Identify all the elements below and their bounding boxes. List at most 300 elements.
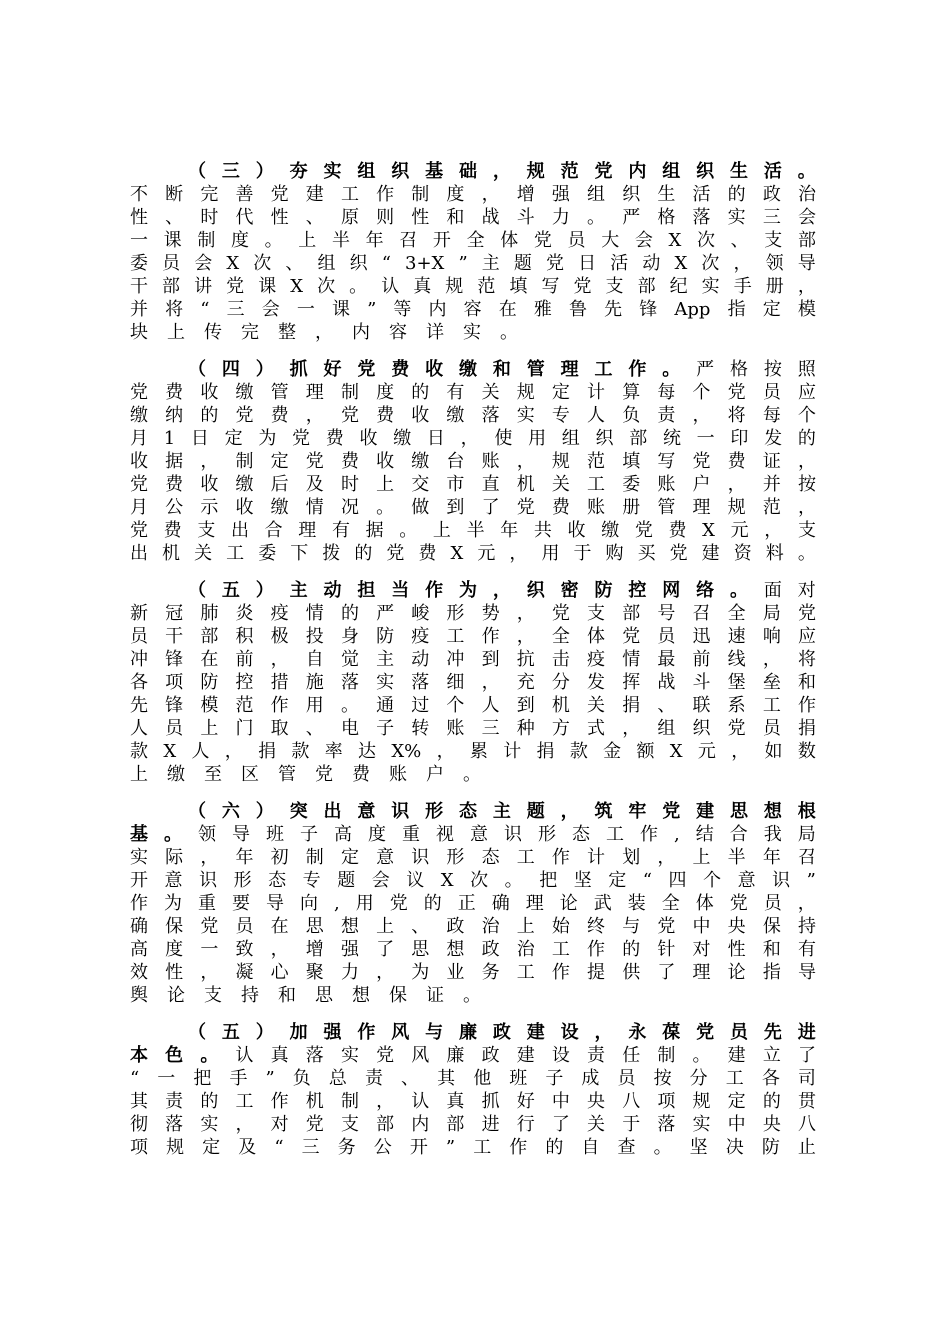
body-glyph: 理 [298,520,317,541]
body-glyph: 三 [301,1137,320,1158]
body-glyph: 册 [765,276,784,297]
body-glyph: 识 [504,824,522,845]
body-glyph: 终 [587,916,606,937]
body-glyph: 费 [727,451,746,472]
body-glyph: 款 [569,741,588,762]
heading-glyph: 组 [662,161,681,182]
body-glyph: 局 [797,824,816,845]
heading-glyph: 生 [730,161,748,182]
body-glyph: 缴 [446,405,465,426]
body-glyph: 到 [446,497,465,518]
body-glyph: 。 [349,276,368,297]
body-glyph: 管 [278,764,296,785]
body-glyph: 自 [581,1137,600,1158]
body-glyph: ， [657,847,676,868]
heading-glyph: 织 [526,580,545,601]
heading-glyph: 当 [391,580,410,601]
body-glyph: 战 [481,207,500,228]
body-glyph: 度 [230,230,249,251]
heading-glyph: 党 [696,1022,715,1043]
body-glyph: ， [376,962,395,983]
body-glyph: 重 [402,824,420,845]
body-glyph: 炎 [235,603,254,624]
body-glyph: 识 [772,870,791,891]
body-glyph: ， [622,718,641,739]
body-glyph: 照 [797,359,816,380]
body-glyph: 善 [235,184,254,205]
heading-glyph: 收 [425,359,444,380]
heading-glyph: 党 [662,801,681,822]
heading-glyph: 实 [323,161,342,182]
body-glyph: 保 [762,916,781,937]
body-glyph: 作 [640,824,658,845]
body-glyph: 按 [653,1068,672,1089]
body-glyph: 组 [587,184,606,205]
body-glyph: 党 [634,520,653,541]
body-glyph: 人 [191,741,210,762]
heading-glyph: 筑 [594,801,613,822]
body-glyph: 党 [340,405,359,426]
body-glyph: 力 [551,207,570,228]
body-glyph: ， [762,649,781,670]
body-glyph: 年 [365,230,384,251]
body-glyph: 员 [567,230,586,251]
body-glyph: 制 [340,382,359,403]
body-glyph: 门 [235,718,254,739]
body-glyph: 手 [733,276,752,297]
heading-glyph: 风 [391,1022,410,1043]
body-glyph: 论 [727,962,746,983]
body-glyph: 部 [622,603,641,624]
body-glyph: 式 [587,718,606,739]
heading-glyph: 态 [459,801,477,822]
body-glyph: 建 [727,1045,746,1066]
body-glyph: 部 [200,626,219,647]
body-glyph: 在 [200,649,219,670]
body-glyph: 、 [411,916,430,937]
body-glyph: 人 [130,718,148,739]
body-glyph: 持 [241,985,259,1006]
body-glyph: 缴 [167,764,185,785]
body-glyph: 模 [797,299,816,320]
body-glyph: 支 [204,985,222,1006]
body-glyph: ， [315,322,333,343]
body-glyph: 课 [331,299,350,320]
heading-glyph: 。 [164,824,182,845]
body-glyph: 于 [573,543,592,564]
body-glyph: 党 [130,520,148,541]
body-glyph: 电 [340,718,359,739]
body-glyph: 态 [268,870,287,891]
body-glyph: 为 [411,962,430,983]
body-glyph: 委 [258,543,277,564]
body-glyph: “ [381,253,391,274]
heading-glyph: 加 [289,1022,308,1043]
body-glyph: 定 [762,299,781,320]
body-glyph: 查 [617,1137,636,1158]
body-glyph: 真 [446,1091,465,1112]
heading-glyph: ， [492,161,511,182]
heading-glyph: ） [255,359,274,380]
body-glyph: 防 [761,1137,780,1158]
heading-glyph: （ [188,1022,206,1043]
body-glyph: 将 [727,405,746,426]
heading-glyph: ， [492,580,511,601]
body-glyph: 子 [545,1068,564,1089]
body-glyph: 公 [373,1137,392,1158]
body-glyph: 作 [797,695,816,716]
body-glyph: 党 [657,916,676,937]
body-glyph: 度 [368,824,386,845]
body-glyph: 日 [578,253,597,274]
body-glyph: 冲 [446,649,465,670]
body-glyph: 至 [204,764,222,785]
body-glyph: 的 [727,184,746,205]
heading-glyph: 和 [492,359,511,380]
text-line [130,381,816,404]
body-glyph: 应 [797,626,816,647]
body-glyph: 上 [200,718,219,739]
body-glyph: 决 [725,1137,744,1158]
body-glyph: 作 [509,1137,528,1158]
text-line [130,542,816,565]
body-glyph: 捐 [536,741,555,762]
body-glyph: 堡 [727,672,746,693]
body-glyph: 工 [340,184,359,205]
body-glyph: 的 [200,405,219,426]
body-glyph: 党 [235,405,254,426]
body-glyph: 。 [500,322,518,343]
body-glyph: 费 [270,405,289,426]
body-glyph: 交 [411,474,430,495]
body-glyph: 斗 [516,207,535,228]
body-glyph: 三 [762,207,781,228]
body-glyph: 员 [762,382,781,403]
body-glyph: 和 [762,939,781,960]
body-glyph: 规 [516,382,535,403]
text-line [130,183,816,206]
body-glyph: 其 [130,1091,148,1112]
body-glyph: 意 [164,870,183,891]
body-glyph: 锋 [165,649,184,670]
body-glyph: 定 [608,870,627,891]
body-glyph: 在 [498,299,517,320]
body-glyph: 费 [163,520,182,541]
body-glyph: 费 [352,764,370,785]
body-glyph: “ [130,1068,140,1089]
text-line [130,229,816,252]
body-glyph: 实 [340,1045,359,1066]
body-glyph: 购 [605,543,624,564]
body-glyph: 工 [725,1068,744,1089]
body-glyph: 严 [622,207,641,228]
body-glyph: 心 [270,962,289,983]
body-glyph: 对 [692,939,711,960]
body-glyph: 资 [733,543,752,564]
heading-glyph: 主 [289,580,308,601]
heading-glyph: 织 [391,161,410,182]
heading-glyph: 主 [492,801,511,822]
body-glyph: 细 [446,672,465,693]
body-glyph: 直 [481,474,500,495]
heading-glyph: 形 [425,801,444,822]
body-glyph: 的 [200,1091,219,1112]
heading-glyph: ） [255,580,274,601]
heading-glyph: 管 [526,359,545,380]
body-glyph: ， [797,893,816,914]
body-glyph: 理 [692,497,711,518]
body-glyph: 自 [305,649,324,670]
body-glyph: 内 [352,322,370,343]
body-glyph: 落 [340,672,359,693]
body-glyph: 一 [200,939,219,960]
body-glyph: 户 [426,764,444,785]
heading-glyph: 政 [492,1022,511,1043]
body-glyph: 保 [165,916,184,937]
body-glyph: 有 [331,520,350,541]
body-glyph: 情 [305,497,324,518]
body-glyph: ， [516,603,535,624]
body-glyph: 制 [197,230,216,251]
body-glyph: 重 [198,893,216,914]
body-glyph: 上 [432,520,451,541]
body-glyph: 个 [703,870,722,891]
body-glyph: 全 [727,603,746,624]
body-glyph: 并 [130,299,148,320]
body-glyph: 工 [446,626,465,647]
body-glyph: 前 [235,649,254,670]
body-glyph: 要 [232,893,250,914]
body-glyph: 聚 [305,962,324,983]
body-glyph: 落 [411,672,430,693]
body-glyph: 上 [130,764,148,785]
body-glyph: 党 [130,474,148,495]
body-glyph: 定 [727,1091,746,1112]
body-glyph: 定 [270,451,289,472]
body-glyph: 势 [481,603,500,624]
body-glyph: 部 [162,276,181,297]
body-glyph: 舆 [130,985,148,1006]
body-glyph: 提 [587,962,606,983]
body-glyph: 党 [797,603,816,624]
body-glyph: 党 [389,893,408,914]
body-glyph: 每 [657,382,676,403]
body-glyph: 项 [130,1137,148,1158]
heading-glyph: ） [255,1022,274,1043]
body-glyph: 规 [551,451,570,472]
body-glyph: 的 [797,428,816,449]
body-glyph: 年 [500,520,519,541]
body-glyph: 捐 [797,718,816,739]
body-glyph: 治 [481,916,500,937]
heading-glyph: 范 [560,161,579,182]
body-glyph: 实 [727,207,746,228]
heading-glyph: 根 [797,801,816,822]
body-glyph: 写 [541,276,560,297]
body-glyph: 员 [130,626,148,647]
body-glyph: 缴 [411,451,430,472]
heading-glyph: 防 [594,580,613,601]
heading-glyph: （ [188,359,206,380]
body-glyph: 业 [446,962,465,983]
body-glyph: 人 [481,695,500,716]
body-glyph: 课 [258,276,277,297]
body-glyph: 央 [727,916,746,937]
body-glyph: ， [235,1114,254,1135]
body-glyph: 费 [668,520,687,541]
body-glyph: 了 [797,1045,816,1066]
body-glyph: ， [376,1091,395,1112]
body-glyph: 全 [551,626,570,647]
body-glyph: 和 [797,672,816,693]
body-glyph: 据 [165,451,184,472]
body-glyph: 疫 [587,649,606,670]
body-glyph: ， [692,405,711,426]
body-glyph: 视 [436,824,454,845]
body-glyph: 项 [165,672,184,693]
body-glyph: 。 [376,497,395,518]
body-glyph: 使 [494,428,513,449]
body-glyph: 用 [528,428,547,449]
body-glyph: 代 [235,207,254,228]
body-glyph: 范 [235,695,254,716]
body-glyph: 动 [411,649,430,670]
body-glyph: 捐 [258,741,277,762]
body-glyph: 性 [130,207,148,228]
body-glyph: 将 [165,299,184,320]
body-glyph: 责 [165,1091,184,1112]
body-glyph: 断 [165,184,184,205]
body-glyph: ， [509,543,528,564]
body-glyph: 计 [587,847,606,868]
body-glyph: 坚 [689,1137,708,1158]
body-glyph: 挥 [622,672,641,693]
body-glyph: 线 [727,649,746,670]
text-line [130,450,816,473]
body-glyph: 强 [340,939,359,960]
body-glyph: 形 [233,870,252,891]
body-glyph: 工 [587,474,606,495]
heading-glyph: 党 [357,359,376,380]
body-glyph: 证 [426,985,444,1006]
body-glyph: 度 [376,382,395,403]
heading-glyph: 五 [221,1022,240,1043]
body-glyph: X [226,253,240,274]
body-glyph: 党 [727,382,746,403]
body-glyph: 始 [551,916,570,937]
heading-glyph: 控 [628,580,647,601]
body-glyph: 半 [466,520,485,541]
body-glyph: 形 [446,603,465,624]
body-glyph: 意 [376,847,395,868]
body-glyph: 认 [411,1091,430,1112]
body-glyph: 料 [765,543,784,564]
body-glyph: 的 [354,543,373,564]
body-glyph: 计 [587,382,606,403]
body-glyph: 严 [696,359,715,380]
body-glyph: 额 [636,741,655,762]
body-glyph: 度 [446,184,465,205]
text-line [130,823,816,846]
body-glyph: 开 [409,1137,428,1158]
body-glyph: 收 [130,451,148,472]
body-glyph: ， [516,626,535,647]
body-glyph: 情 [622,649,641,670]
heading-glyph: 费 [391,359,410,380]
body-glyph: 建 [701,543,720,564]
body-glyph: 题 [337,870,356,891]
body-glyph: 效 [130,962,148,983]
body-glyph: 台 [446,451,465,472]
body-glyph: 了 [657,962,676,983]
body-glyph: 供 [622,962,641,983]
body-glyph: 工 [606,824,624,845]
body-glyph: ， [731,741,750,762]
body-glyph: 冠 [165,603,184,624]
body-glyph: 疫 [411,626,430,647]
body-glyph: 费 [325,428,344,449]
body-glyph: ， [270,939,289,960]
body-glyph: 指 [727,299,746,320]
body-glyph: 一 [157,1068,176,1089]
body-glyph: 态 [572,824,590,845]
body-glyph: 务 [481,962,500,983]
body-glyph: 一 [696,428,715,449]
text-line [130,519,816,542]
body-glyph: 八 [797,1114,816,1135]
body-glyph: ， [733,253,752,274]
body-glyph: 块 [130,322,148,343]
body-glyph: 党 [130,382,148,403]
body-glyph: 员 [235,916,254,937]
text-line [130,892,816,915]
body-glyph: 账 [657,474,676,495]
heading-glyph: 基 [425,161,444,182]
text-line [130,694,816,717]
body-glyph: 完 [241,322,259,343]
body-glyph: 机 [516,474,535,495]
body-glyph: 防 [200,672,219,693]
text-line [130,1021,816,1044]
body-glyph: 持 [797,916,816,937]
body-glyph: 填 [509,276,528,297]
body-glyph: X [163,741,177,762]
heading-glyph: ， [594,1022,613,1043]
body-glyph: X [440,870,454,891]
body-glyph: 任 [622,1045,641,1066]
body-glyph: 充 [516,672,535,693]
body-glyph: ” [265,1068,275,1089]
body-glyph: X [669,741,683,762]
heading-glyph: 动 [323,580,342,601]
body-glyph: 子 [376,718,395,739]
body-glyph: 抓 [481,1091,500,1112]
body-glyph: 。 [399,520,418,541]
body-glyph: 及 [238,1137,257,1158]
body-glyph: 党 [386,543,405,564]
body-glyph: 手 [229,1068,248,1089]
body-glyph: 结 [695,824,714,845]
body-glyph: 高 [334,824,352,845]
body-glyph: 干 [165,626,184,647]
heading-glyph: 活 [763,161,782,182]
body-glyph: 认 [381,276,400,297]
body-glyph: 锋 [639,299,658,320]
body-glyph: 三 [481,718,500,739]
body-glyph: 会 [261,299,280,320]
body-glyph: 定 [224,428,243,449]
text-line [130,800,816,823]
